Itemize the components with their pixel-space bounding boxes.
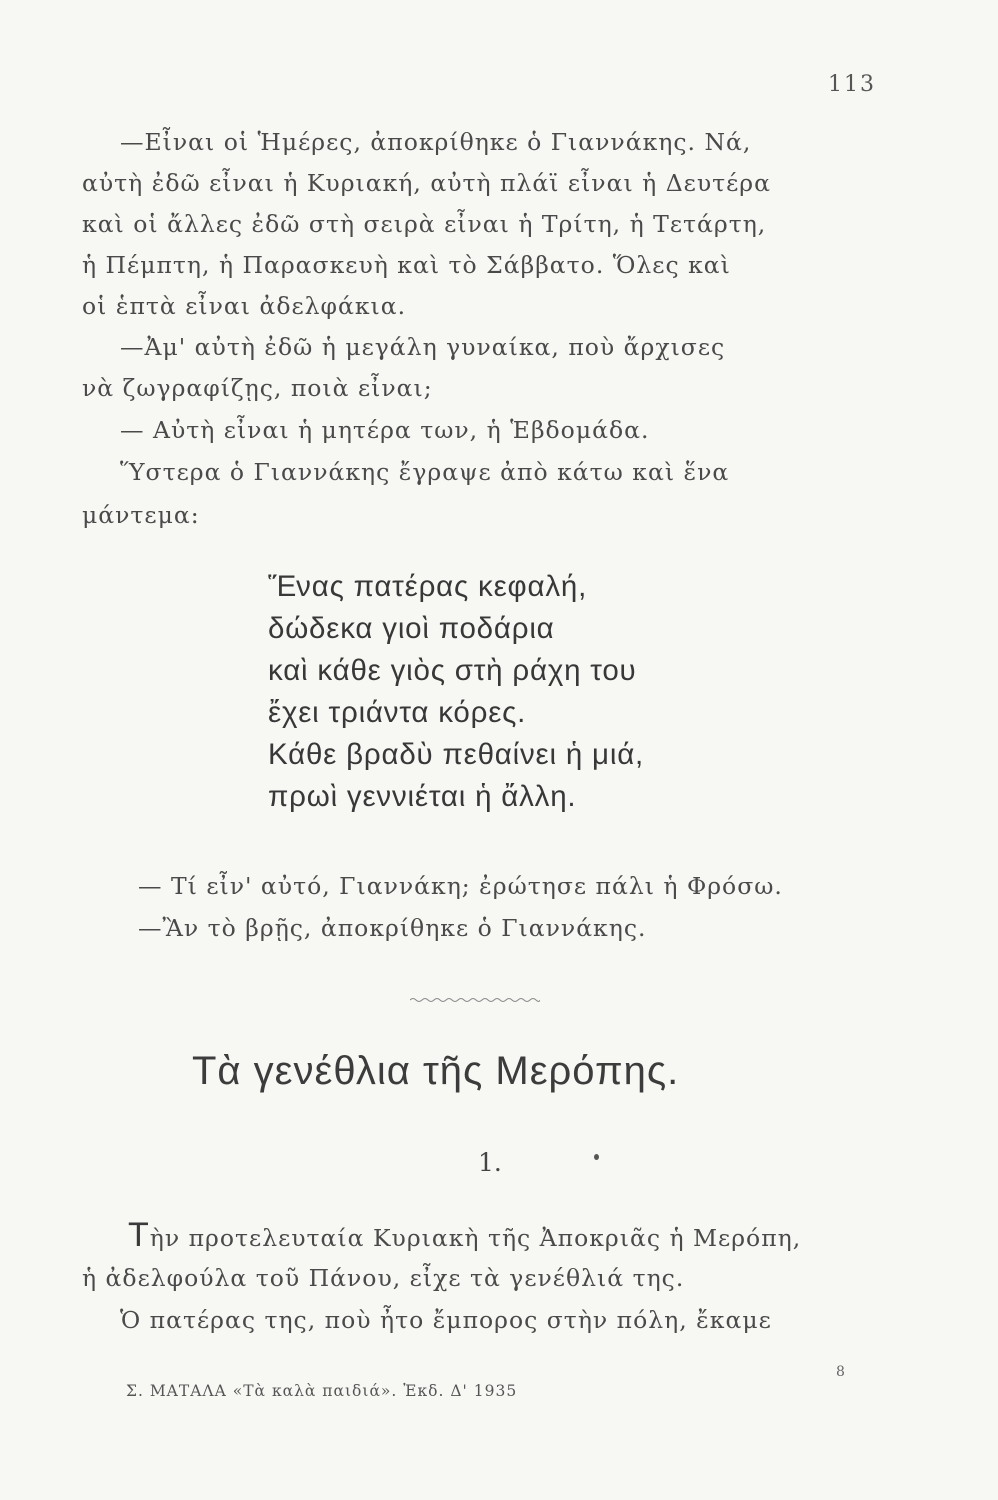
printer-footer: Σ. ΜΑΤΑΛΑ «Τὰ καλὰ παιδιά». Ἐκδ. Δ' 1935 (126, 1382, 518, 1400)
ink-speck (594, 1154, 599, 1160)
prose-line (128, 1216, 801, 1255)
prose-line: ἡ ἀδελφούλα τοῦ Πάνου, εἶχε τὰ γενέθλιά της. (82, 1264, 685, 1292)
prose-line: —Ἂν τὸ βρῇς, ἀποκρίθηκε ὁ Γιαννάκης. (138, 914, 647, 942)
poem-line: Ἕνας πατέρας κεφαλή, (268, 570, 588, 603)
prose-line-text: ὴν προτελευταία Κυριακὴ τῆς Ἀποκριᾶς ἡ Μερόπη, (149, 1224, 802, 1252)
poem-line: ἔχει τριάντα κόρες. (268, 696, 527, 729)
prose-line: Ὁ πατέρας της, ποὺ ἦτο ἔμπορος στὴν πόλη, ἔκαμε (120, 1306, 772, 1334)
prose-line: καὶ οἱ ἄλλες ἐδῶ στὴ σειρὰ εἶναι ἡ Τρίτη, ἡ Τετάρτη, (82, 210, 767, 238)
prose-line: νὰ ζωγραφίζῃς, ποιὰ εἶναι; (82, 374, 433, 402)
wavy-divider (410, 997, 540, 1003)
section-number: 1. (478, 1148, 502, 1177)
prose-line: —Ἀμ' αὐτὴ ἐδῶ ἡ μεγάλη γυναίκα, ποὺ ἄρχισες (120, 333, 726, 361)
prose-line: Ὕστερα ὁ Γιαννάκης ἔγραψε ἀπὸ κάτω καὶ ἕνα (120, 458, 730, 486)
poem-line: Κάθε βραδὺ πεθαίνει ἡ μιά, (268, 738, 645, 771)
poem-line: πρωὶ γεννιέται ἡ ἄλλη. (268, 780, 577, 813)
chapter-title: Τὰ γενέθλια τῆς Μερόπης. (192, 1049, 680, 1093)
prose-line: —Εἶναι οἱ Ἡμέρες, ἀποκρίθηκε ὁ Γιαννάκης. Νά, (120, 128, 752, 156)
poem-line: καὶ κάθε γιὸς στὴ ράχη του (268, 654, 637, 687)
page-number: 113 (828, 72, 876, 97)
prose-line: — Αὐτὴ εἶναι ἡ μητέρα των, ἡ Ἑβδομάδα. (120, 416, 650, 444)
signature-mark: 8 (836, 1364, 845, 1380)
poem-line: δώδεκα γιοὶ ποδάρια (268, 612, 555, 645)
prose-line: ἡ Πέμπτη, ἡ Παρασκευὴ καὶ τὸ Σάββατο. Ὅλες καὶ (82, 251, 731, 279)
drop-cap: Τ (128, 1216, 150, 1254)
prose-line: οἱ ἑπτὰ εἶναι ἀδελφάκια. (82, 292, 407, 320)
prose-line: αὐτὴ ἐδῶ εἶναι ἡ Κυριακή, αὐτὴ πλάϊ εἶναι ἡ Δευτέρα (82, 169, 771, 197)
prose-line: μάντεμα: (82, 501, 200, 529)
prose-line: — Τί εἶν' αὐτό, Γιαννάκη; ἐρώτησε πάλι ἡ Φρόσω. (138, 872, 783, 900)
